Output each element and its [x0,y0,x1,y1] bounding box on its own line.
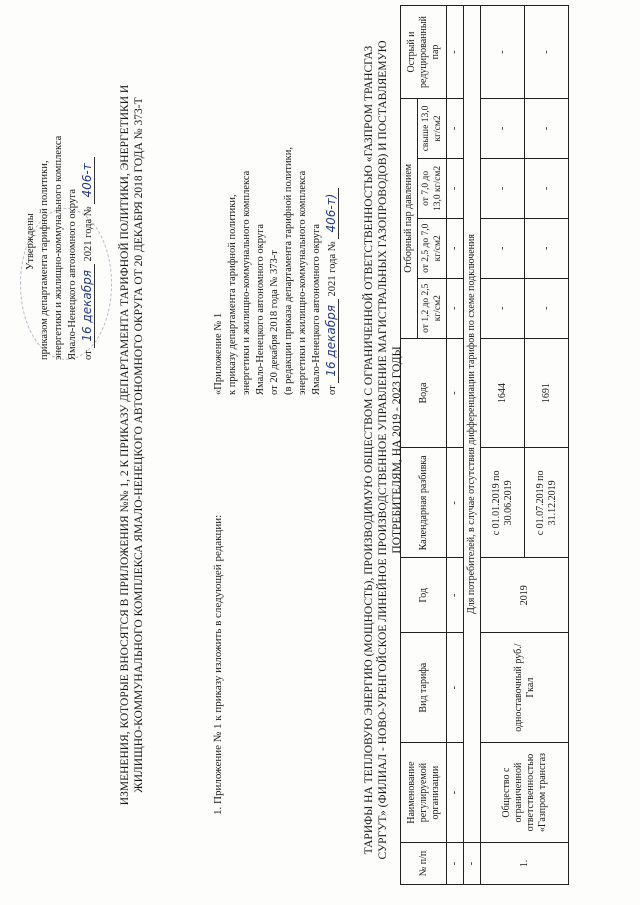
annex-number-handwritten: 406-т) [324,188,339,239]
approval-date-line [80,60,96,360]
header-steam-2: от 2,5 до 7,0 кг/см2 [418,218,447,278]
header-org: Наименование регулируемой организации [401,743,447,843]
row-water: 1644 [481,338,525,448]
row-period: с 01.01.2019 по 30.06.2019 [481,448,525,558]
tariff-title: ТАРИФЫ НА ТЕПЛОВУЮ ЭНЕРГИЮ (МОЩНОСТЬ), ПРОИЗВОДИМУЮ ОБЩЕСТВОМ С ОГРАНИЧЕННОЙ ОТВЕТСТВЕННОСТЬЮ «ГАЗПРОМ ТРАНСГАЗ СУРГУТ» (ФИЛИАЛ - НОВО-УРЕНГОЙСКОЕ ЛИНЕЙНОЕ ПРОИЗВОДСТВЕННОЕ УПРАВЛЕНИЕ МАГИСТРАЛЬНЫХ ГАЗОПРОВОДОВ) И ПОСТАВЛЯЕМУЮ ПОТРЕБИТЕЛЯМ, НА 2019 - 2023 ГОДЫ [363,40,403,860]
header-year: Год [401,558,447,633]
row-period: с 01.07.2019 по 31.12.2019 [525,448,569,558]
row-type: одноставочный руб./Гкал [481,633,569,743]
approval-heading: Утверждены [25,213,36,270]
row-org: Общество с ограниченной ответственностью «Газпром трансгаз [481,743,569,843]
approval-date-prefix: от [83,350,94,360]
table-cell: - [447,158,464,218]
table-cell: - [447,338,464,448]
table-cell: - [447,448,464,558]
annex-line: (в редакции приказа департамента тарифной политики, [283,147,294,395]
row-water: 1691 [525,338,569,448]
header-num: № п/п [401,843,447,885]
table-cell: - [447,633,464,743]
row-year: 2019 [481,558,569,633]
table-cell: - [525,278,569,338]
tariff-table [400,5,569,885]
annex-line: «Приложение № 1 [213,312,224,395]
annex-year: 2021 года № [327,241,338,297]
table-cell: - [447,6,464,99]
table-cell: - [447,843,464,885]
header-steam-3: от 7,0 до 13,0 кг/см2 [418,158,447,218]
table-cell: - [481,218,525,278]
table-cell: - [481,99,525,159]
item-1-text: 1. Приложение № 1 к приказу изложить в следующей редакции: [212,514,224,815]
annex-date-prefix: от [327,385,338,395]
approval-year: 2021 года № [83,206,94,262]
table-row [481,6,525,885]
table-cell: - [525,6,569,99]
table-cell: - [525,158,569,218]
annex-line: энергетики и жилищно-коммунального комплекса [297,170,308,395]
table-cell: - [481,158,525,218]
annex-line: Ямало-Ненецкого автономного округа [255,223,266,395]
approval-line: приказом департамента тарифной политики, [39,160,50,360]
header-row [401,6,418,885]
section-row [464,6,481,885]
table-cell: - [447,278,464,338]
header-sharp-steam: Острый и редуцированный пар [401,6,447,99]
table-cell: - [447,743,464,843]
header-type: Вид тарифа [401,633,447,743]
header-water: Вода [401,338,447,448]
dash-row [447,6,464,885]
annex-block [212,95,340,395]
header-steam-1: от 1,2 до 2,5 кг/см2 [418,278,447,338]
row-num: 1. [481,843,569,885]
annex-line: Ямало-Ненецкого автономного округа [311,223,322,395]
approval-block [24,60,96,360]
approval-line: Ямало-Ненецкого автономного округа [67,188,78,360]
table-cell: - [447,558,464,633]
document-title: ИЗМЕНЕНИЯ, КОТОРЫЕ ВНОСЯТСЯ В ПРИЛОЖЕНИЯ №№ 1, 2 К ПРИКАЗУ ДЕПАРТАМЕНТА ТАРИФНОЙ ПОЛИТИКИ, ЭНЕРГЕТИКИ И ЖИЛИЩНО-КОММУНАЛЬНОГО КОМПЛЕКСА ЯМАЛО-НЕНЕЦКОГО АВТОНОМНОГО ОКРУГА ОТ 20 ДЕКАБРЯ 2018 ГОДА № 373-Т [119,84,145,806]
approval-line: энергетики и жилищно-коммунального комплекса [53,135,64,360]
table-cell: - [464,843,481,885]
table-cell: - [447,99,464,159]
table-cell: - [525,218,569,278]
annex-date-line [324,95,340,395]
table-cell: - [481,278,525,338]
table-cell: - [525,99,569,159]
annex-line: к приказу департамента тарифной политики, [227,194,238,395]
header-steam-4: свыше 13,0 кг/см2 [418,99,447,159]
annex-line: энергетики и жилищно-коммунального комплекса [241,170,252,395]
header-period: Календарная разбивка [401,448,447,558]
table-cell: - [447,218,464,278]
section-title: Для потребителей, в случае отсутствия дифференциации тарифов по схеме подключения [464,6,481,843]
approval-number-handwritten: 406-т [80,157,95,203]
approval-date-handwritten: 16 декабря [80,264,95,348]
table-cell: - [481,6,525,99]
annex-date-handwritten: 16 декабря [324,299,339,383]
header-steam: Отборный пар давлением [401,99,418,339]
annex-line: от 20 декабря 2018 года № 373-т [269,250,280,395]
